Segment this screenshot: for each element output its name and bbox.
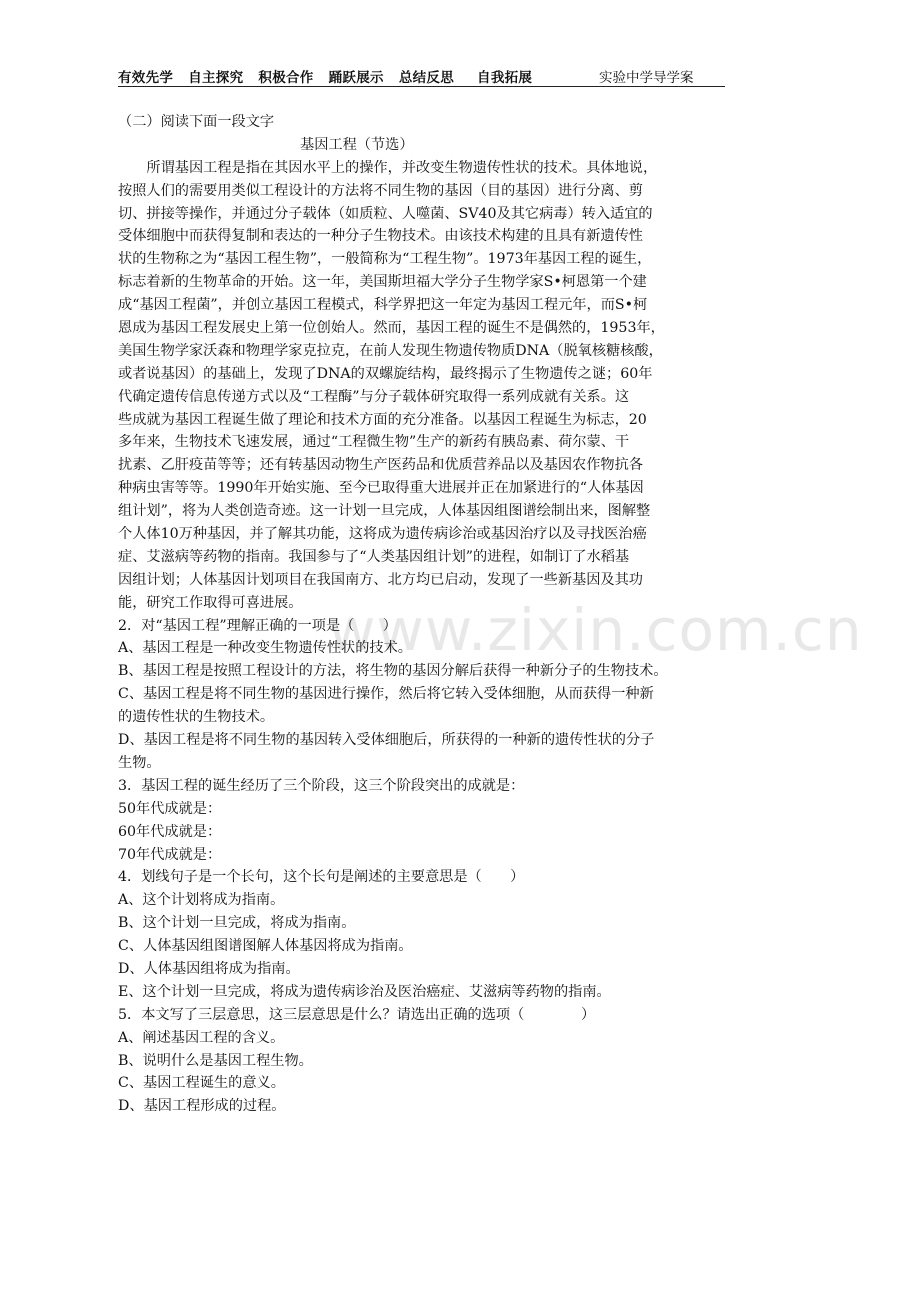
watermark: www.zixin.com.cn [328,596,863,664]
article-line: 个人体10万种基因，并了解其功能，这将成为遗传病诊治或基因治疗以及寻找医治癌 [118,526,647,543]
article-line: 按照人们的需要用类似工程设计的方法将不同生物的基因（目的基因）进行分离、剪 [118,182,643,199]
question-line: C、人体基因组图谱图解人体基因将成为指南。 [118,938,413,955]
section-title: （二）阅读下面一段文字 [118,114,275,130]
page-header [118,64,725,87]
question-line: 3．基因工程的诞生经历了三个阶段，这三个阶段突出的成就是： [118,777,525,794]
question-line: A、阐述基因工程的含义。 [118,1029,285,1046]
article-line: 美国生物学家沃森和物理学家克拉克，在前人发现生物遗传物质DNA（脱氧核糖核酸， [118,342,663,359]
article-line: 扰素、乙肝疫苗等等；还有转基因动物生产医药品和优质营养品以及基因农作物抗各 [118,457,643,474]
article-line: 切、拼接等操作，并通过分子载体（如质粒、人噬菌、SV40及其它病毒）转入适宜的 [118,205,653,222]
question-line: A、这个计划将成为指南。 [118,892,285,909]
article-line: 种病虫害等等。1990年开始实施、至今已取得重大进展并正在加紧进行的“人体基因 [118,480,644,497]
school-name: 实验中学导学案 [599,70,694,86]
motto-item: 总结反思 [398,70,455,86]
article-line: 些成就为基因工程诞生做了理论和技术方面的充分准备。以基因工程诞生为标志，20 [118,411,647,428]
question-line: 生物。 [118,754,161,771]
article-line: 多年来，生物技术飞速发展，通过“工程微生物”生产的新药有胰岛素、荷尔蒙、干 [118,434,630,451]
motto-item: 自主探究 [188,70,244,86]
article-title: 基因工程（节选） [300,136,414,153]
question-line: E、这个计划一旦完成，将成为遗传病诊治及医治癌症、艾滋病等药物的指南。 [118,983,611,1000]
article-line: 或者说基因）的基础上，发现了DNA的双螺旋结构，最终揭示了生物遗传之谜；60年 [118,365,653,382]
question-line: B、基因工程是按照工程设计的方法，将生物的基因分解后获得一种新分子的生物技术。 [118,663,668,680]
questions [118,615,728,1119]
article-line: 因组计划；人体基因计划项目在我国南方、北方均已启动，发现了一些新基因及其功 [118,571,643,588]
article-line: 成“基因工程菌”，并创立基因工程模式，科学界把这一年定为基因工程元年，而S•柯 [118,297,648,314]
header-motto [118,66,542,86]
article-line: 所谓基因工程是指在其因水平上的操作，并改变生物遗传性状的技术。具体地说， [118,159,658,176]
article-text [118,157,728,615]
motto-item: 有效先学 [118,70,174,86]
article-line: 受体细胞中而获得复制和表达的一种分子生物技术。由该技术构建的且具有新遗传性 [118,228,643,245]
question-line: D、基因工程形成的过程。 [118,1098,286,1115]
question-line: 2．对“基因工程”理解正确的一项是（ ） [118,617,397,634]
motto-item: 自我拓展 [477,70,533,86]
motto-item: 踊跃展示 [328,70,384,86]
question-line: 的遗传性状的生物技术。 [118,709,275,726]
question-line: 4．划线句子是一个长句，这个长句是阐述的主要意思是（ ） [118,869,525,886]
question-line: D、基因工程是将不同生物的基因转入受体细胞后，所获得的一种新的遗传性状的分子 [118,732,655,749]
question-line: B、说明什么是基因工程生物。 [118,1052,313,1069]
article-line: 症、艾滋病等药物的指南。我国参与了“人类基因组计划”的进程，如制订了水稻基 [118,548,630,565]
motto-item: 积极合作 [258,70,314,86]
article-line: 能，研究工作取得可喜进展。 [118,594,303,611]
question-line: 5．本文写了三层意思，这三层意思是什么？请选出正确的选项（ ） [118,1006,596,1023]
question-line: 60年代成就是： [118,823,222,840]
question-line: C、基因工程是将不同生物的基因进行操作，然后将它转入受体细胞，从而获得一种新 [118,686,654,703]
article-line: 标志着新的生物革命的开始。这一年，美国斯坦福大学分子生物学家S•柯恩第一个建 [118,274,647,291]
article-line: 状的生物称之为“基因工程生物”，一般简称为“工程生物”。1973年基因工程的诞生， [118,251,652,268]
document-body [118,111,728,1118]
question-line: D、人体基因组将成为指南。 [118,960,300,977]
question-line: C、基因工程诞生的意义。 [118,1075,285,1092]
article-line: 恩成为基因工程发展史上第一位创始人。然而，基因工程的诞生不是偶然的，1953年， [118,320,665,337]
article-line: 组计划”，将为人类创造奇迹。这一计划一旦完成，人体基因组图谱绘制出来，图解整 [118,503,651,520]
question-line: A、基因工程是一种改变生物遗传性状的技术。 [118,640,412,657]
question-line: 70年代成就是： [118,846,222,863]
article-line: 代确定遗传信息传递方式以及“工程酶”与分子载体研究取得一系列成就有关系。这 [118,388,630,405]
question-line: 50年代成就是： [118,800,222,817]
question-line: B、这个计划一旦完成，将成为指南。 [118,915,356,932]
